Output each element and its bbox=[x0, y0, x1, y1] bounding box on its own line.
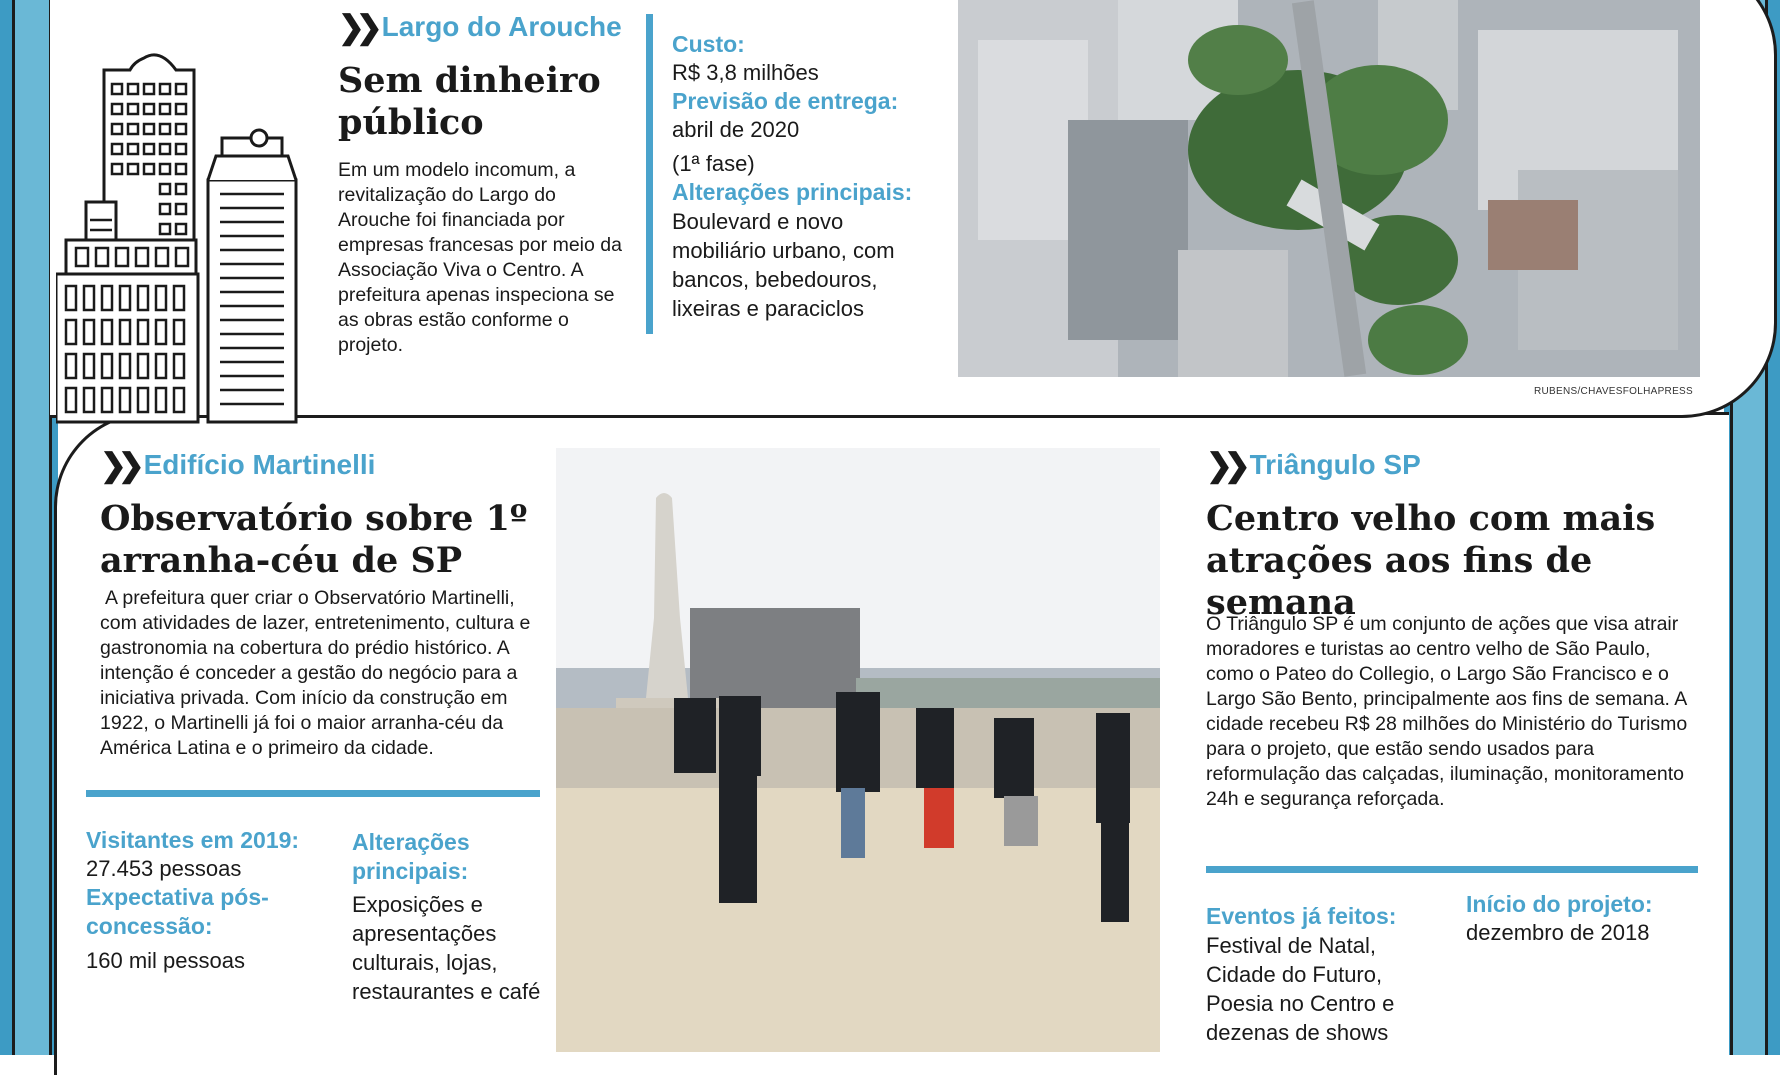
largo-divider bbox=[646, 14, 653, 334]
martinelli-expectativa-value: 160 mil pessoas bbox=[86, 948, 245, 973]
triangulo-eventos-value: Festival de Natal, Cidade do Futuro, Poesia no Centro e dezenas de shows bbox=[1206, 933, 1395, 1045]
largo-kicker bbox=[338, 8, 622, 46]
triangulo-headline: Centro velho com mais atrações aos fins de semana bbox=[1206, 498, 1656, 623]
chevron-double-right-icon: ❯❯ bbox=[338, 9, 374, 45]
triangulo-inicio-value: dezembro de 2018 bbox=[1466, 920, 1650, 945]
largo-previsao-label: Previsão de entrega: bbox=[672, 88, 899, 114]
triangulo-inicio bbox=[1466, 890, 1696, 947]
largo-previsao-phase: (1ª fase) bbox=[672, 151, 755, 176]
chevron-double-right-icon: ❯❯ bbox=[100, 447, 136, 483]
martinelli-visitantes-value: 27.453 pessoas bbox=[86, 856, 242, 881]
photo-credit: RUBENS/CHAVESFOLHAPRESS bbox=[1534, 386, 1693, 397]
largo-custo-value: R$ 3,8 milhões bbox=[672, 60, 819, 85]
largo-headline: Sem dinheiro público bbox=[338, 60, 601, 143]
largo-aerial-photo bbox=[958, 0, 1700, 377]
largo-alteracoes-value: Boulevard e novo mobiliário urbano, com bancos, bebedouros, lixeiras e paraciclos bbox=[672, 209, 895, 321]
triangulo-kicker bbox=[1206, 446, 1421, 484]
largo-alteracoes-label: Alterações principais: bbox=[672, 179, 913, 205]
martinelli-stats bbox=[86, 826, 316, 975]
largo-body: Em um modelo incomum, a revitalização do Largo do Arouche foi financiada por empresas francesas por meio da Associação Viva o Centro. A prefeitura apenas inspeciona se as obras estão conforme o projeto. bbox=[338, 159, 622, 356]
frame-left-stripe bbox=[12, 0, 52, 1055]
martinelli-alteracoes-value: Exposições e apresentações culturais, lojas, restaurantes e café bbox=[352, 892, 541, 1004]
martinelli-body: A prefeitura quer criar o Observatório Martinelli, com atividades de lazer, entretenimento, cultura e gastronomia na cobertura do prédio histórico. A intenção é conceder a gestão do negócio para a iniciativa privada. Com início da construção em 1922, o Martinelli já foi o maior arranha-céu da América Latina e o primeiro da cidade. bbox=[100, 587, 531, 759]
chevron-double-right-icon: ❯❯ bbox=[1206, 447, 1242, 483]
martinelli-kicker bbox=[100, 446, 375, 484]
largo-kicker-text: Largo do Arouche bbox=[381, 11, 622, 42]
largo-custo-label: Custo: bbox=[672, 31, 745, 57]
triangulo-inicio-label: Início do projeto: bbox=[1466, 891, 1653, 917]
martinelli-alteracoes bbox=[352, 828, 542, 1006]
triangulo-kicker-text: Triângulo SP bbox=[1249, 449, 1421, 480]
largo-previsao-value: abril de 2020 bbox=[672, 117, 800, 142]
buildings-illustration bbox=[56, 52, 318, 424]
triangulo-body: O Triângulo SP é um conjunto de ações que visa atrair moradores e turistas ao centro velho de São Paulo, como o Pateo do Collegio, o Largo São Francisco e o Largo São Bento, principalmente aos fins de semana. A cidade recebeu R$ 28 milhões do Ministério do Turismo para o projeto, que estão sendo usados para reformulação das calçadas, iluminação, monitoramento 24h e segurança reforçada. bbox=[1206, 613, 1688, 810]
martinelli-kicker-text: Edifício Martinelli bbox=[143, 449, 376, 480]
triangulo-eventos-label: Eventos já feitos: bbox=[1206, 903, 1397, 929]
martinelli-visitantes-label: Visitantes em 2019: bbox=[86, 827, 300, 853]
triangulo-divider bbox=[1206, 866, 1698, 873]
martinelli-divider bbox=[86, 790, 540, 797]
largo-facts bbox=[672, 30, 934, 323]
triangulo-eventos bbox=[1206, 902, 1436, 1047]
martinelli-alteracoes-label: Alterações principais: bbox=[352, 829, 470, 884]
martinelli-headline: Observatório sobre 1º arranha-céu de SP bbox=[100, 498, 528, 581]
martinelli-rooftop-photo bbox=[556, 448, 1160, 1052]
martinelli-expectativa-label: Expectativa pós-concessão: bbox=[86, 884, 269, 939]
